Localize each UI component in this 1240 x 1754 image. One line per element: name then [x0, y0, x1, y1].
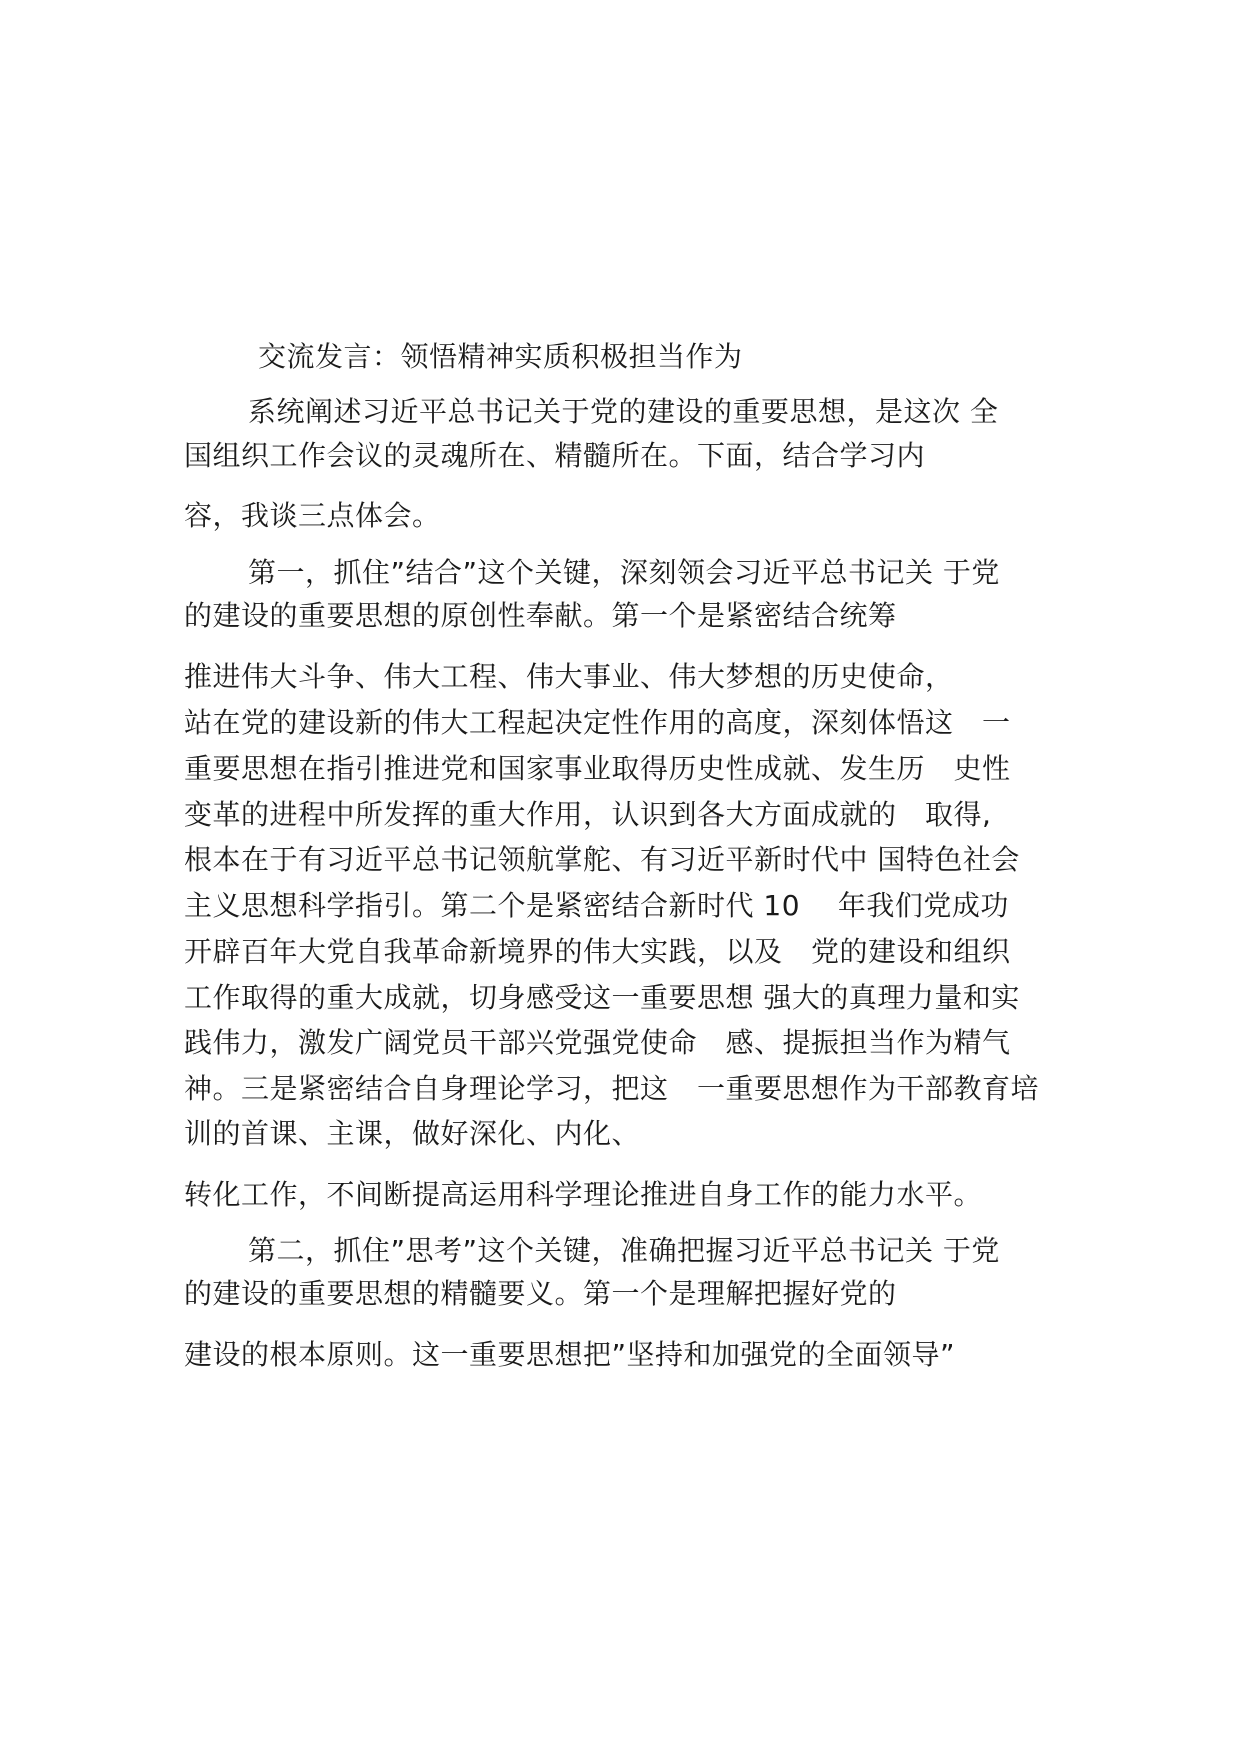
paragraph-line: 系统阐述习近平总书记关于党的建设的重要思想，是这次 全 — [248, 395, 999, 428]
document-title: 交流发言：领悟精神实质积极担当作为 — [258, 340, 743, 373]
paragraph-line: 第二，抓住”思考”这个关键，准确把握习近平总书记关 于党 — [248, 1234, 1000, 1267]
paragraph-line: 践伟力，激发广阔党员干部兴党强党使命 感、提振担当作为精气 — [184, 1026, 1011, 1059]
paragraph-line: 容，我谈三点体会。 — [184, 499, 441, 532]
paragraph-line: 工作取得的重大成就，切身感受这一重要思想 强大的真理力量和实 — [184, 981, 1020, 1014]
paragraph-line: 根本在于有习近平总书记领航掌舵、有习近平新时代中 国特色社会 — [184, 843, 1020, 876]
paragraph-line: 训的首课、主课，做好深化、内化、 — [184, 1117, 641, 1150]
paragraph-line: 建设的根本原则。这一重要思想把”坚持和加强党的全面领导” — [184, 1338, 956, 1371]
paragraph-line: 站在党的建设新的伟大工程起决定性作用的高度，深刻体悟这 一 — [184, 706, 1011, 739]
paragraph-line: 的建设的重要思想的精髓要义。第一个是理解把握好党的 — [184, 1277, 897, 1310]
paragraph-line: 推进伟大斗争、伟大工程、伟大事业、伟大梦想的历史使命， — [184, 660, 954, 693]
paragraph-line: 重要思想在指引推进党和国家事业取得历史性成就、发生历 史性 — [184, 752, 1011, 785]
paragraph-line: 变革的进程中所发挥的重大作用，认识到各大方面成就的 取得, — [184, 798, 992, 831]
paragraph-line: 转化工作，不间断提高运用科学理论推进自身工作的能力水平。 — [184, 1178, 983, 1211]
paragraph-line: 主义思想科学指引。第二个是紧密结合新时代 10 年我们党成功 — [184, 889, 1009, 922]
paragraph-line: 的建设的重要思想的原创性奉献。第一个是紧密结合统筹 — [184, 599, 897, 632]
paragraph-line: 第一，抓住”结合”这个关键，深刻领会习近平总书记关 于党 — [248, 556, 1000, 589]
paragraph-line: 开辟百年大党自我革命新境界的伟大实践，以及 党的建设和组织 — [184, 935, 1011, 968]
paragraph-line: 神。三是紧密结合自身理论学习，把这 一重要思想作为干部教育培 — [184, 1072, 1040, 1105]
paragraph-line: 国组织工作会议的灵魂所在、精髓所在。下面，结合学习内 — [184, 439, 926, 472]
